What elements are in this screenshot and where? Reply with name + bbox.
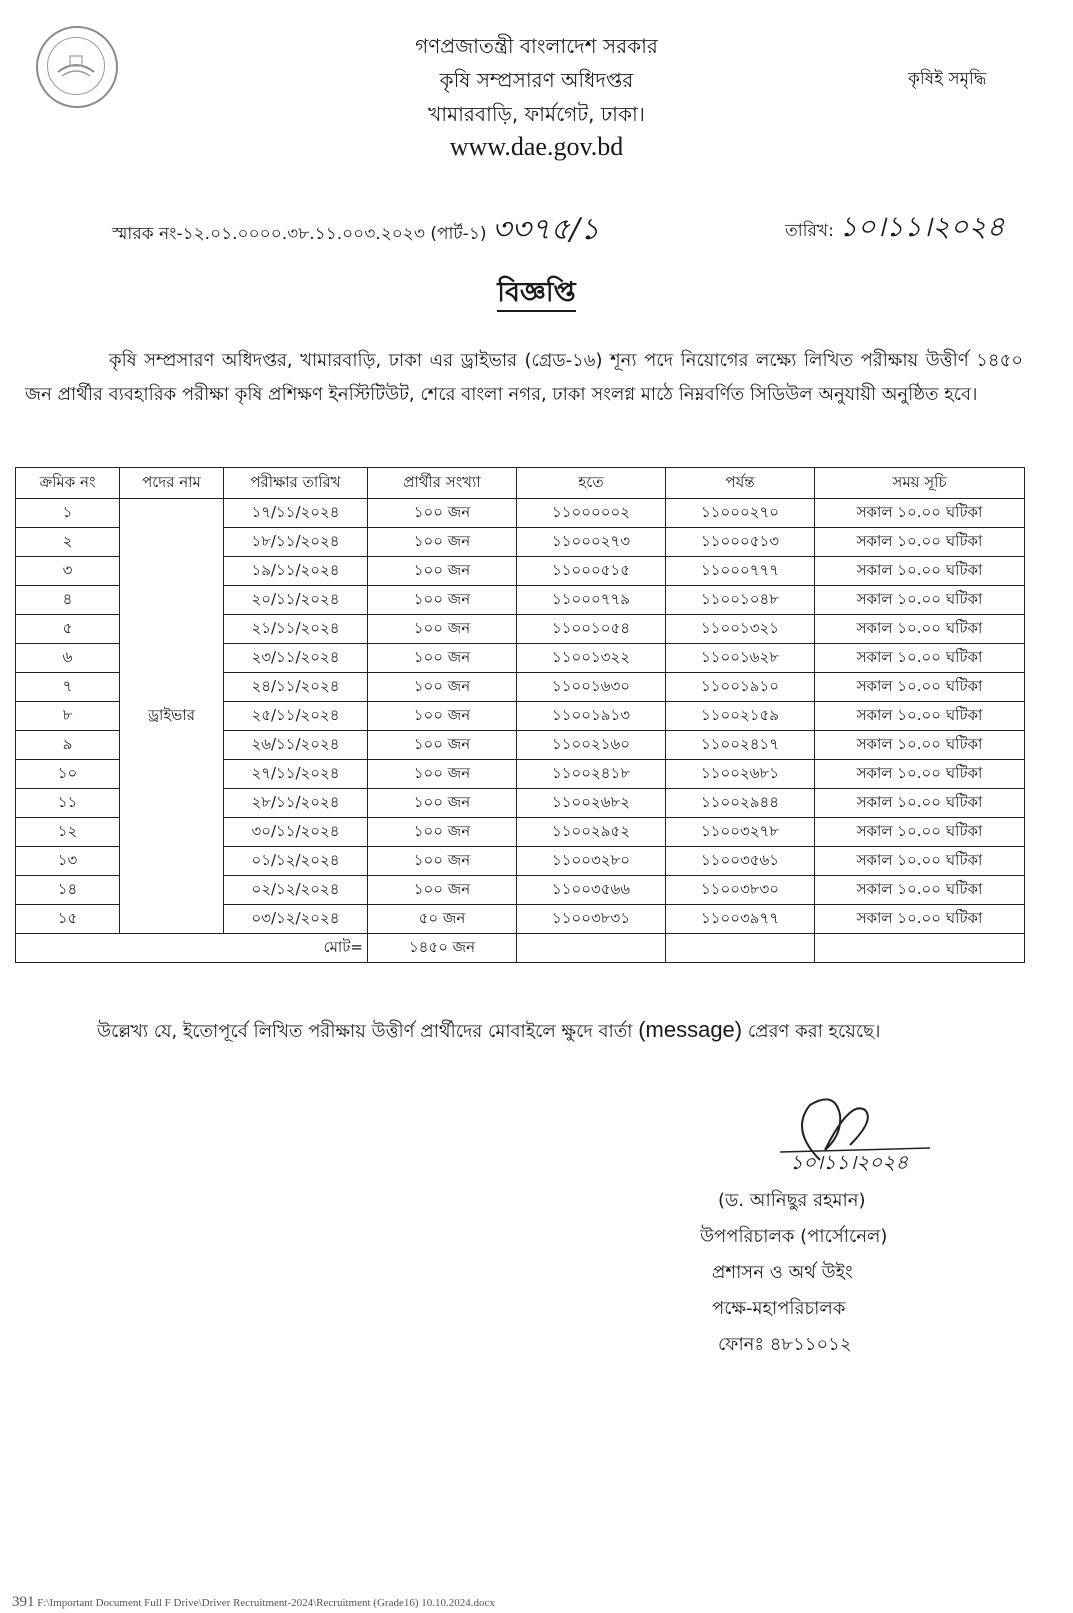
exam-schedule-table <box>15 467 1025 963</box>
cell-to: ১১০০৩৯৭৭ <box>666 905 815 934</box>
signatory-name: (ড. আনিছুর রহমান) <box>718 1190 866 1211</box>
cell-time: সকাল ১০.০০ ঘটিকা <box>815 847 1025 876</box>
cell-date: ১৯/১১/২০২৪ <box>224 557 368 586</box>
cell-to: ১১০০০৫১৩ <box>666 528 815 557</box>
cell-from: ১১০০০২৭৩ <box>517 528 666 557</box>
cell-time: সকাল ১০.০০ ঘটিকা <box>815 818 1025 847</box>
footer-page-number: 391 <box>12 1594 35 1610</box>
cell-date: ২৪/১১/২০২৪ <box>224 673 368 702</box>
cell-time: সকাল ১০.০০ ঘটিকা <box>815 760 1025 789</box>
cell-date: ২১/১১/২০২৪ <box>224 615 368 644</box>
cell-candidates: ১০০ জন <box>368 528 517 557</box>
notice-title <box>0 272 1073 317</box>
signatory-wing: প্রশাসন ও অর্থ উইং <box>712 1262 853 1283</box>
signature-date: ১০।১১।২০২৪ <box>790 1150 909 1174</box>
cell-to: ১১০০১০৪৮ <box>666 586 815 615</box>
col-header-date: পরীক্ষার তারিখ <box>224 468 368 499</box>
total-label: মোট= <box>16 934 368 963</box>
signatory-phone: ফোনঃ ৪৮১১০১২ <box>718 1334 852 1355</box>
header-government: গণপ্রজাতন্ত্রী বাংলাদেশ সরকার <box>415 34 658 58</box>
cell-to: ১১০০১৬২৮ <box>666 644 815 673</box>
header-department: কৃষি সম্প্রসারণ অধিদপ্তর <box>439 68 634 92</box>
cell-candidates: ১০০ জন <box>368 702 517 731</box>
header-address: খামারবাড়ি, ফার্মগেট, ঢাকা। <box>428 102 645 126</box>
cell-date: ২৫/১১/২০২৪ <box>224 702 368 731</box>
cell-date: ১৭/১১/২০২৪ <box>224 499 368 528</box>
note-text-latin: (message) <box>638 1017 743 1042</box>
cell-candidates: ১০০ জন <box>368 789 517 818</box>
cell-time: সকাল ১০.০০ ঘটিকা <box>815 789 1025 818</box>
cell-post-name: ড্রাইভার <box>120 499 224 934</box>
cell-candidates: ১০০ জন <box>368 615 517 644</box>
motto-text: কৃষিই সমৃদ্ধি <box>908 69 987 89</box>
cell-to: ১১০০১৩২১ <box>666 615 815 644</box>
cell-candidates: ১০০ জন <box>368 557 517 586</box>
cell-serial: ৩ <box>16 557 120 586</box>
cell-date: ৩০/১১/২০২৪ <box>224 818 368 847</box>
cell-candidates: ১০০ জন <box>368 673 517 702</box>
cell-serial: ১৩ <box>16 847 120 876</box>
cell-serial: ৬ <box>16 644 120 673</box>
cell-date: ২৭/১১/২০২৪ <box>224 760 368 789</box>
cell-from: ১১০০১৬৩০ <box>517 673 666 702</box>
cell-to: ১১০০০২৭০ <box>666 499 815 528</box>
cell-serial: ১৪ <box>16 876 120 905</box>
cell-candidates: ১০০ জন <box>368 847 517 876</box>
col-header-serial: ক্রমিক নং <box>16 468 120 499</box>
note-text-before: উল্লেখ্য যে, ইতোপূর্বে লিখিত পরীক্ষায় উত্তীর্ণ প্রার্থীদের মোবাইলে ক্ষুদে বার্তা <box>97 1021 633 1042</box>
cell-to: ১১০০৩২৭৮ <box>666 818 815 847</box>
cell-serial: ২ <box>16 528 120 557</box>
cell-to: ১১০০১৯১০ <box>666 673 815 702</box>
memo-date <box>785 205 1005 252</box>
cell-time: সকাল ১০.০০ ঘটিকা <box>815 615 1025 644</box>
cell-time: সকাল ১০.০০ ঘটিকা <box>815 586 1025 615</box>
cell-time: সকাল ১০.০০ ঘটিকা <box>815 731 1025 760</box>
cell-serial: ১ <box>16 499 120 528</box>
total-empty-cell <box>666 934 815 963</box>
cell-time: সকাল ১০.০০ ঘটিকা <box>815 528 1025 557</box>
cell-date: ১৮/১১/২০২৪ <box>224 528 368 557</box>
cell-candidates: ৫০ জন <box>368 905 517 934</box>
footer-path <box>12 1594 495 1611</box>
cell-to: ১১০০৩৮৩০ <box>666 876 815 905</box>
cell-from: ১১০০২১৬০ <box>517 731 666 760</box>
cell-serial: ৫ <box>16 615 120 644</box>
memo-reference <box>112 205 599 256</box>
total-empty-cell <box>517 934 666 963</box>
note-paragraph <box>25 1013 1023 1049</box>
cell-time: সকাল ১০.০০ ঘটিকা <box>815 876 1025 905</box>
cell-date: ২৩/১১/২০২৪ <box>224 644 368 673</box>
cell-time: সকাল ১০.০০ ঘটিকা <box>815 557 1025 586</box>
cell-candidates: ১০০ জন <box>368 586 517 615</box>
cell-date: ২০/১১/২০২৪ <box>224 586 368 615</box>
cell-from: ১১০০০৫১৫ <box>517 557 666 586</box>
cell-candidates: ১০০ জন <box>368 644 517 673</box>
cell-serial: ৯ <box>16 731 120 760</box>
signatory-on-behalf: পক্ষে-মহাপরিচালক <box>712 1298 846 1319</box>
cell-date: ২৮/১১/২০২৪ <box>224 789 368 818</box>
memo-date-label: তারিখ: <box>785 221 834 241</box>
cell-from: ১১০০০৭৭৯ <box>517 586 666 615</box>
cell-from: ১১০০৩৮৩১ <box>517 905 666 934</box>
cell-from: ১১০০১৩২২ <box>517 644 666 673</box>
cell-candidates: ১০০ জন <box>368 818 517 847</box>
memo-ref-handwritten: ৩৩৭৫/১ <box>491 212 600 247</box>
note-text-after: প্রেরণ করা হয়েছে। <box>747 1021 881 1042</box>
memo-ref-label: স্মারক নং-১২.০১.০০০০.৩৮.১১.০০৩.২০২৩ (পার্ট-১) <box>112 224 487 244</box>
cell-date: ০১/১২/২০২৪ <box>224 847 368 876</box>
col-header-to: পর্যন্ত <box>666 468 815 499</box>
cell-serial: ১১ <box>16 789 120 818</box>
cell-candidates: ১০০ জন <box>368 731 517 760</box>
cell-serial: ১২ <box>16 818 120 847</box>
cell-date: ০২/১২/২০২৪ <box>224 876 368 905</box>
cell-time: সকাল ১০.০০ ঘটিকা <box>815 905 1025 934</box>
cell-from: ১১০০১৯১৩ <box>517 702 666 731</box>
table-body <box>16 499 1025 963</box>
cell-from: ১১০০৩২৮০ <box>517 847 666 876</box>
cell-from: ১১০০২৯৫২ <box>517 818 666 847</box>
cell-from: ১১০০২৬৮২ <box>517 789 666 818</box>
table-header-row <box>16 468 1025 499</box>
cell-time: সকাল ১০.০০ ঘটিকা <box>815 644 1025 673</box>
cell-from: ১১০০৩৫৬৬ <box>517 876 666 905</box>
total-value: ১৪৫০ জন <box>368 934 517 963</box>
cell-from: ১১০০০০০২ <box>517 499 666 528</box>
cell-to: ১১০০০৭৭৭ <box>666 557 815 586</box>
notice-title-text: বিজ্ঞপ্তি <box>497 277 576 312</box>
col-header-candidates: প্রার্থীর সংখ্যা <box>368 468 517 499</box>
cell-to: ১১০০২১৫৯ <box>666 702 815 731</box>
memo-date-handwritten: ১০।১১।২০২৪ <box>839 210 1005 243</box>
table-row <box>16 499 1025 528</box>
cell-candidates: ১০০ জন <box>368 876 517 905</box>
cell-time: সকাল ১০.০০ ঘটিকা <box>815 673 1025 702</box>
cell-time: সকাল ১০.০০ ঘটিকা <box>815 499 1025 528</box>
cell-serial: ৭ <box>16 673 120 702</box>
cell-candidates: ১০০ জন <box>368 499 517 528</box>
cell-serial: ১০ <box>16 760 120 789</box>
cell-to: ১১০০২৬৮১ <box>666 760 815 789</box>
cell-from: ১১০০১০৫৪ <box>517 615 666 644</box>
cell-serial: ৪ <box>16 586 120 615</box>
total-empty-cell <box>815 934 1025 963</box>
cell-serial: ৮ <box>16 702 120 731</box>
cell-time: সকাল ১০.০০ ঘটিকা <box>815 702 1025 731</box>
cell-to: ১১০০২৪১৭ <box>666 731 815 760</box>
cell-from: ১১০০২৪১৮ <box>517 760 666 789</box>
header-website: www.dae.gov.bd <box>449 132 624 161</box>
signatory-designation: উপপরিচালক (পার্সোনেল) <box>700 1226 888 1247</box>
col-header-from: হতে <box>517 468 666 499</box>
cell-date: ০৩/১২/২০২৪ <box>224 905 368 934</box>
notice-body: কৃষি সম্প্রসারণ অধিদপ্তর, খামারবাড়ি, ঢাকা এর ড্রাইভার (গ্রেড-১৬) শূন্য পদে নিয়োগের লক্ষ্যে লিখিত পরীক্ষায় উত্তীর্ণ ১৪৫০ জন প্রার্থীর ব্যবহারিক পরীক্ষা কৃষি প্রশিক্ষণ ইনস্টিটিউট, শেরে বাংলা নগর, ঢাকা সংলগ্ন মাঠে নিম্নবর্ণিত সিডিউল অনুযায়ী অনুষ্ঠিত হবে। <box>25 350 1023 405</box>
col-header-time: সময় সূচি <box>815 468 1025 499</box>
footer-file-path: F:\Important Document Full F Drive\Driver Recruitment-2024\Recruitment (Grade16) 10.10.2024.docx <box>37 1597 495 1609</box>
cell-date: ২৬/১১/২০২৪ <box>224 731 368 760</box>
cell-to: ১১০০৩৫৬১ <box>666 847 815 876</box>
cell-candidates: ১০০ জন <box>368 760 517 789</box>
table-total-row <box>16 934 1025 963</box>
cell-serial: ১৫ <box>16 905 120 934</box>
col-header-post: পদের নাম <box>120 468 224 499</box>
cell-to: ১১০০২৯৪৪ <box>666 789 815 818</box>
